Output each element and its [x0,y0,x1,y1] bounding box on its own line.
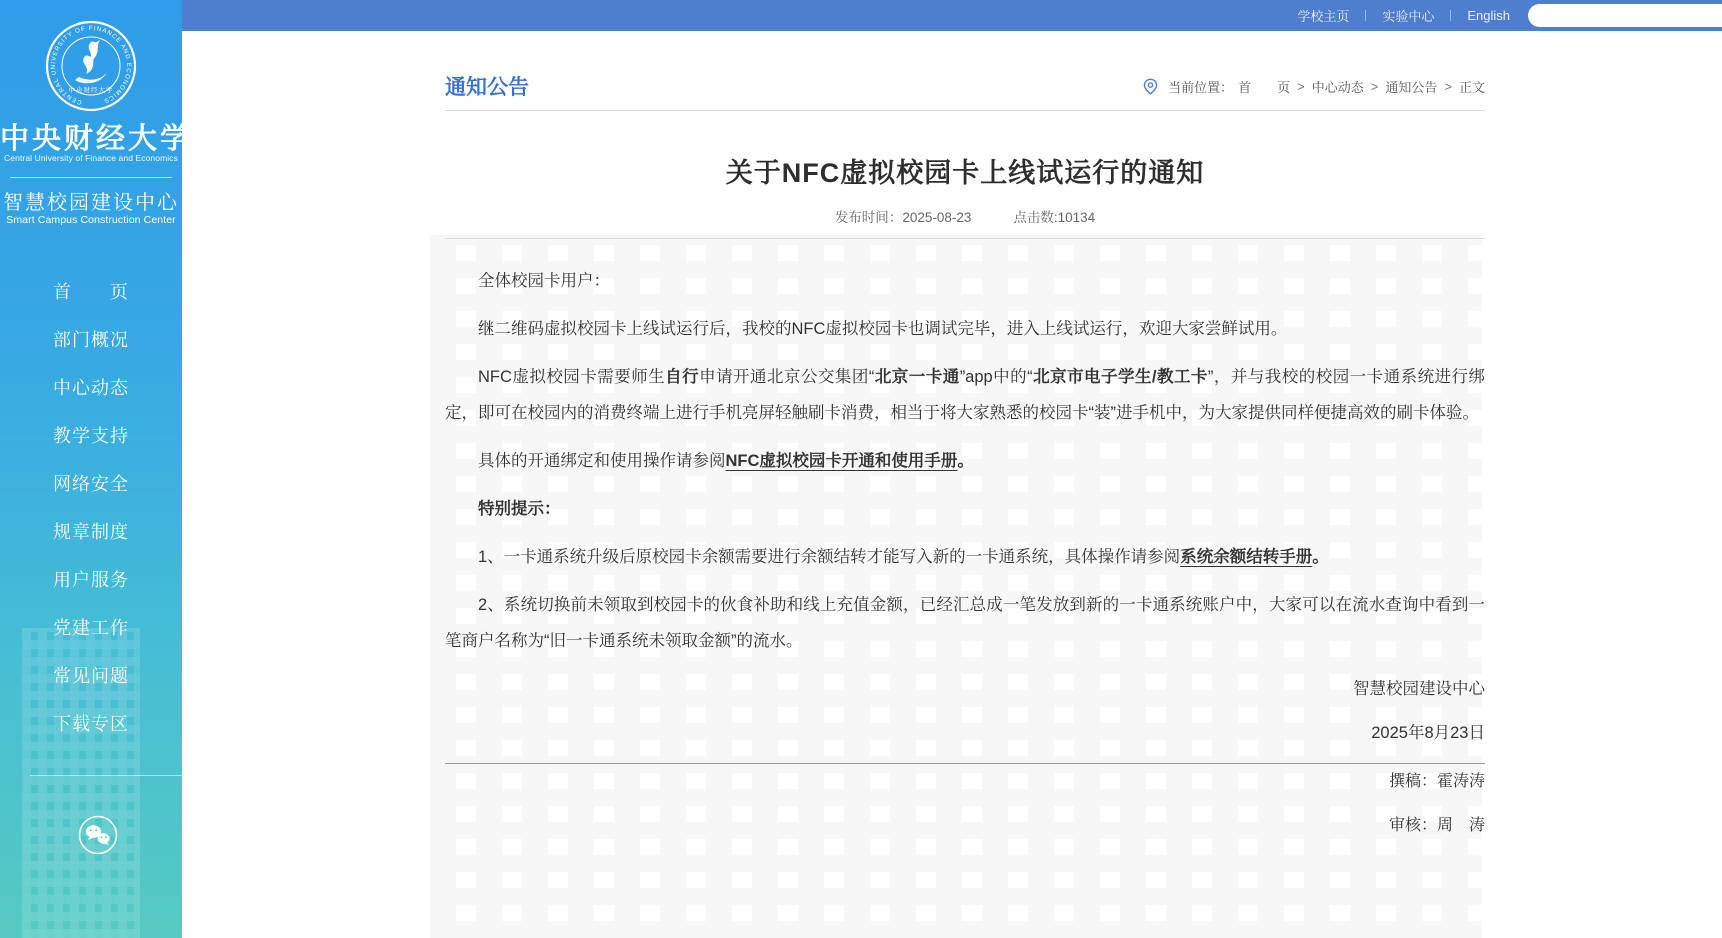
topbar [182,0,1722,31]
paragraph [445,539,1485,575]
author-line: 撰稿：霍涛涛 [1388,773,1485,790]
reviewer-line: 审核：周 涛 [1388,817,1485,834]
inline-link[interactable]: NFC虚拟校园卡开通和使用手册 [725,452,958,470]
sidebar-item-department-overview[interactable]: 部门概况 [53,330,129,350]
breadcrumb-notices[interactable]: 通知公告 [1385,79,1438,95]
sidebar-item-network-security[interactable]: 网络安全 [53,474,129,494]
text-segment: 。 [957,452,974,470]
article-meta [445,206,1485,226]
topbar-separator [1450,10,1451,21]
topbar-link-english[interactable]: English [1467,8,1510,23]
main-content [445,0,1485,844]
sidebar-divider [30,775,182,776]
sidebar-item-rules[interactable]: 规章制度 [53,522,129,542]
text-segment: 继二维码虚拟校园卡上线试运行后，我校的NFC虚拟校园卡也调试完毕，进入上线试运行，欢迎大家尝鲜试用。 [478,320,1288,338]
hits-count: 10134 [1057,210,1096,225]
paragraph [445,443,1485,479]
center-name-en: Smart Campus Construction Center [6,214,176,226]
wechat-icon[interactable] [78,815,118,855]
university-name: 中央财经大学 [0,123,193,155]
header-divider [445,110,1485,111]
paragraph [445,263,1485,299]
publish-date-label: 发布时间： [834,210,903,225]
paragraph [445,491,1485,527]
sidebar-item-downloads[interactable]: 下载专区 [53,714,129,734]
signature-date: 2025年8月23日 [1371,724,1485,742]
text-segment: NFC虚拟校园卡需要师生 [478,368,666,386]
signature-org: 智慧校园建设中心 [1353,680,1485,698]
sidebar-item-home[interactable]: 首 页 [53,282,129,302]
topbar-separator [1365,10,1366,21]
breadcrumb [1142,77,1485,96]
sidebar-item-teaching-support[interactable]: 教学支持 [53,426,129,446]
seal-ring-text: CENTRAL UNIVERSITY OF FINANCE AND ECONOMICS [49,24,133,106]
article-title: 关于NFC虚拟校园卡上线试运行的通知 [725,158,1205,188]
breadcrumb-home[interactable]: 首 页 [1238,79,1291,95]
search-input[interactable] [1528,4,1722,27]
sidebar [0,0,193,938]
text-segment: 2、系统切换前未领取到校园卡的伙食补助和线上充值金额，已经汇总成一笔发放到新的一卡通系统账户中，大家可以在流水查询中看到一笔商户名称为“旧一卡通系统未领取金额”的流水。 [445,596,1485,650]
sidebar-item-user-services[interactable]: 用户服务 [53,570,129,590]
topbar-link-school-home[interactable]: 学校主页 [1297,9,1350,24]
text-segment: ”，并与我校的校园一卡通系统进行绑定，即可在校园内的消费终端上进行手机亮屏轻触刷卡消费，相当于将大家熟悉的校园卡“装”进手机中，为大家提供同样便捷高效的刷卡体验。 [445,368,1485,422]
text-segment: 北京一卡通 [874,368,960,386]
paragraph [445,359,1485,431]
hits-label: 点击数: [1013,210,1058,225]
inline-link[interactable]: 系统余额结转手册 [1180,548,1313,566]
text-segment: 全体校园卡用户： [478,272,610,290]
text-segment: 具体的开通绑定和使用操作请参阅 [478,452,726,470]
breadcrumb-separator: > [1370,78,1379,94]
seal-inner-text: 中央财经大学 [68,87,114,94]
text-segment: 特别提示： [478,500,561,518]
text-segment: 1、一卡通系统升级后原校园卡余额需要进行余额结转才能写入新的一卡通系统，具体操作请参阅 [478,548,1181,566]
text-segment: ”app中的“ [959,368,1033,386]
center-name: 智慧校园建设中心 [3,192,179,214]
topbar-link-lab-center[interactable]: 实验中心 [1382,9,1435,24]
article-body [445,263,1485,659]
breadcrumb-separator: > [1297,78,1305,94]
section-header [445,66,1485,106]
breadcrumb-center-news[interactable]: 中心动态 [1311,79,1364,95]
sidebar-item-faq[interactable]: 常见问题 [53,666,129,686]
phoenix-emblem-icon [75,40,107,83]
location-pin-icon [1142,78,1159,95]
paragraph [445,311,1485,347]
breadcrumb-separator: > [1444,78,1452,94]
university-name-en: Central University of Finance and Economics [4,153,178,163]
sidebar-nav [0,268,182,748]
breadcrumb-label: 当前位置： [1168,79,1234,95]
text-segment: 。 [1312,548,1329,566]
text-segment: 北京市电子学生/教工卡 [1032,368,1208,386]
text-segment: 自行 [665,368,700,386]
topbar-links [1297,0,1510,31]
page-title: 通知公告 [445,76,529,99]
sidebar-item-party-building[interactable]: 党建工作 [53,618,129,638]
text-segment: 申请开通北京公交集团“ [699,368,875,386]
sidebar-divider [10,177,172,178]
paragraph [445,587,1485,659]
publish-date: 2025-08-23 [902,210,972,225]
breadcrumb-current: 正文 [1458,79,1485,95]
meta-divider [445,238,1485,239]
sidebar-item-center-news[interactable]: 中心动态 [53,378,129,398]
university-seal-logo [45,20,137,112]
